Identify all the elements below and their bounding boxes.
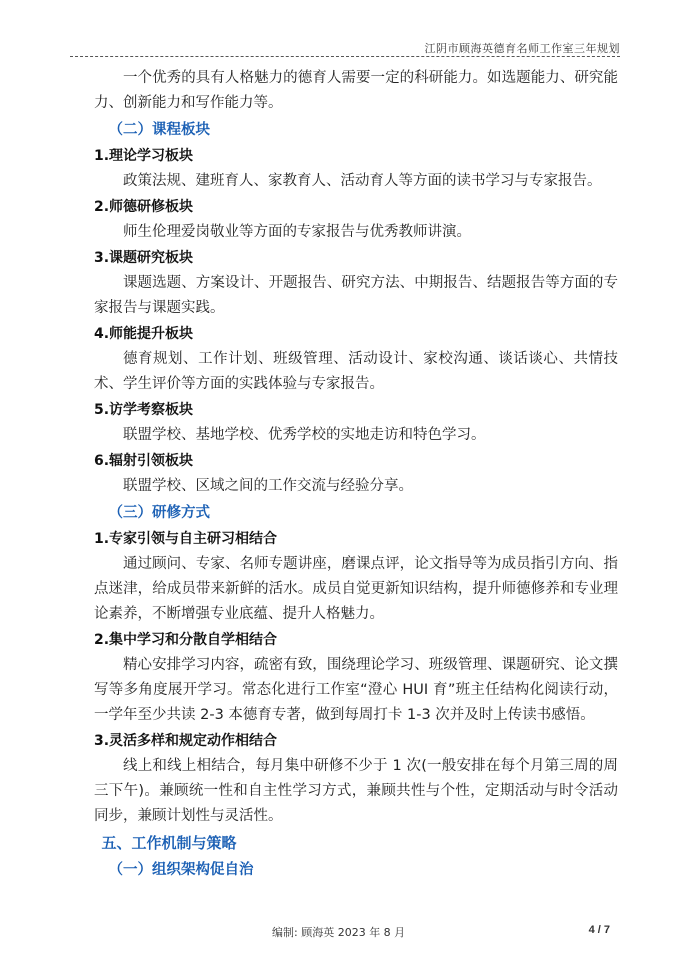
subheading-expert-guidance: 1.专家引领与自主研习相结合 <box>94 531 278 547</box>
subheading-theory: 1.理论学习板块 <box>94 148 194 164</box>
subheading-flexible: 3.灵活多样和规定动作相结合 <box>94 733 278 749</box>
subheading-visits: 5.访学考察板块 <box>94 402 194 418</box>
subheading-skills: 4.师能提升板块 <box>94 326 194 342</box>
chapter-heading-mechanism: 五、工作机制与策略 <box>101 834 237 852</box>
paragraph-visits: 联盟学校、基地学校、优秀学校的实地走访和特色学习。 <box>123 427 486 443</box>
paragraph-flexible: 线上和线上相结合，每月集中研修不少于 1 次(一般安排在每个月第三周的周三下午)。兼顾统一性和自主性学习方式，兼顾共性与个性，定期活动与时令活动同步，兼顾计划性与灵活性。 <box>94 758 618 824</box>
intro-paragraph: 一个优秀的具有人格魅力的德育人需要一定的科研能力。如选题能力、研究能力、创新能力和写作能力等。 <box>94 70 618 111</box>
paragraph-ethics: 师生伦理爱岗敬业等方面的专家报告与优秀教师讲演。 <box>123 224 471 240</box>
page-header <box>70 40 620 57</box>
header-title: 江阴市顾海英德育名师工作室三年规划 <box>424 42 620 55</box>
footer-credit: 编制: 顾海英 2023 年 8 月 <box>272 926 406 939</box>
section-heading-courses: （二）课程板块 <box>108 122 210 138</box>
subheading-outreach: 6.辐射引领板块 <box>94 453 194 469</box>
paragraph-theory: 政策法规、建班育人、家教育人、活动育人等方面的读书学习与专家报告。 <box>123 173 602 189</box>
section-heading-organization: （一）组织架构促自治 <box>108 862 254 878</box>
subheading-group-study: 2.集中学习和分散自学相结合 <box>94 632 278 648</box>
section-heading-methods: （三）研修方式 <box>108 505 210 521</box>
paragraph-research: 课题选题、方案设计、开题报告、研究方法、中期报告、结题报告等方面的专家报告与课题实践。 <box>94 275 618 316</box>
subheading-research: 3.课题研究板块 <box>94 250 194 266</box>
paragraph-group-study: 精心安排学习内容，疏密有致，围绕理论学习、班级管理、课题研究、论文撰写等多角度展开学习。常态化进行工作室“澄心 HUI 育”班主任结构化阅读行动，一学年至少共读 2-3 本德育专著，做到每周打卡 1-3 次并及时上传读书感悟。 <box>94 657 618 723</box>
paragraph-expert-guidance: 通过顾问、专家、名师专题讲座，磨课点评，论文指导等为成员指引方向、指点迷津，给成员带来新鲜的活水。成员自觉更新知识结构，提升师德修养和专业理论素养，不断增强专业底蕴、提升人格魅力。 <box>94 556 618 622</box>
subheading-ethics: 2.师德研修板块 <box>94 199 194 215</box>
paragraph-outreach: 联盟学校、区域之间的工作交流与经验分享。 <box>123 478 413 494</box>
page-body <box>94 66 618 883</box>
page-number: 4 / 7 <box>588 924 610 936</box>
paragraph-skills: 德育规划、工作计划、班级管理、活动设计、家校沟通、谈话谈心、共情技术、学生评价等方面的实践体验与专家报告。 <box>94 351 618 392</box>
page-footer <box>0 924 694 940</box>
